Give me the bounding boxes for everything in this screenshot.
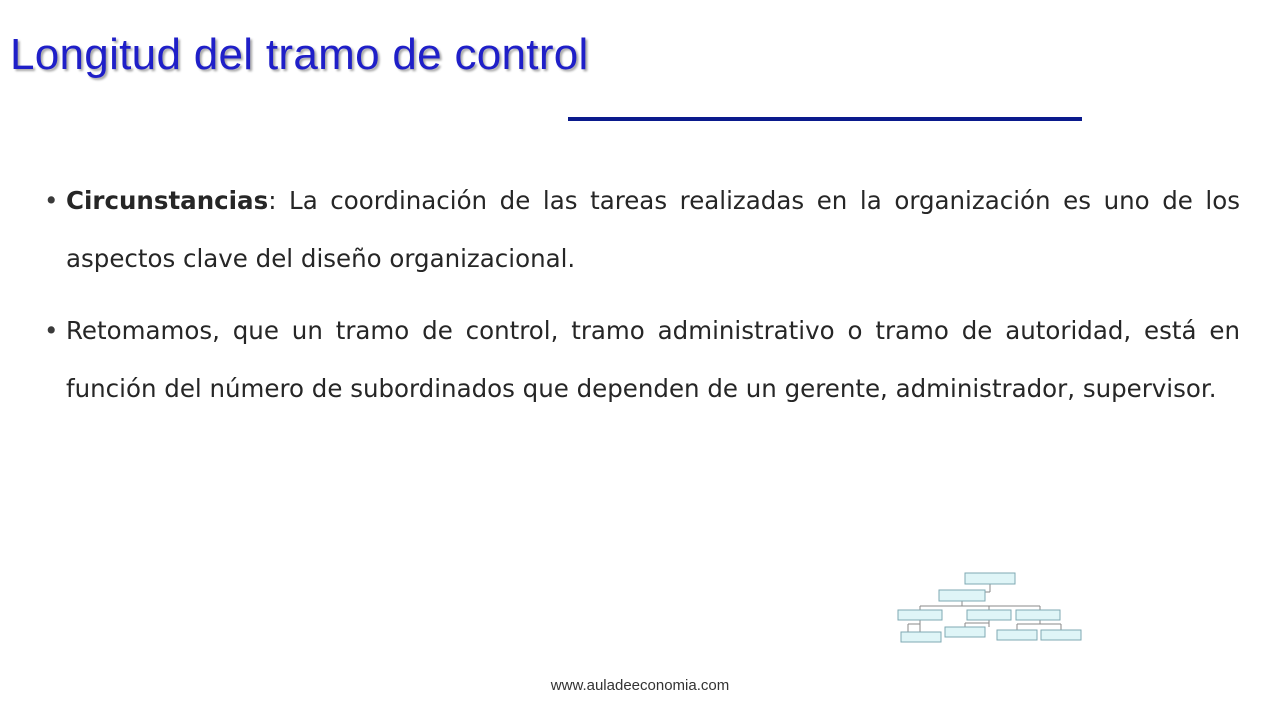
slide-title: Longitud del tramo de control [10, 30, 589, 79]
org-box [967, 610, 1011, 620]
org-box [1016, 610, 1060, 620]
bullet-dot-icon: • [44, 186, 59, 215]
org-box [997, 630, 1037, 640]
org-chart-icon [895, 570, 1085, 645]
title-underline [568, 117, 1082, 121]
bullet-term: Circunstancias [66, 186, 269, 215]
org-box [939, 590, 985, 601]
org-box [898, 610, 942, 620]
bullet-dot-icon: • [44, 316, 59, 345]
bullet-list [44, 172, 1240, 432]
org-box [965, 573, 1015, 584]
bullet-item [44, 172, 1240, 288]
org-box [1041, 630, 1081, 640]
bullet-text: : La coordinación de las tareas realizadas en la organización es uno de los aspectos clave del diseño organizacional. [66, 186, 1240, 273]
footer-url: www.auladeeconomia.com [550, 677, 730, 694]
bullet-text: Retomamos, que un tramo de control, tramo administrativo o tramo de autoridad, está en función del número de subordinados que dependen de un gerente, administrador, supervisor. [66, 316, 1240, 403]
bullet-item [44, 302, 1240, 418]
org-box [945, 627, 985, 637]
org-box [901, 632, 941, 642]
